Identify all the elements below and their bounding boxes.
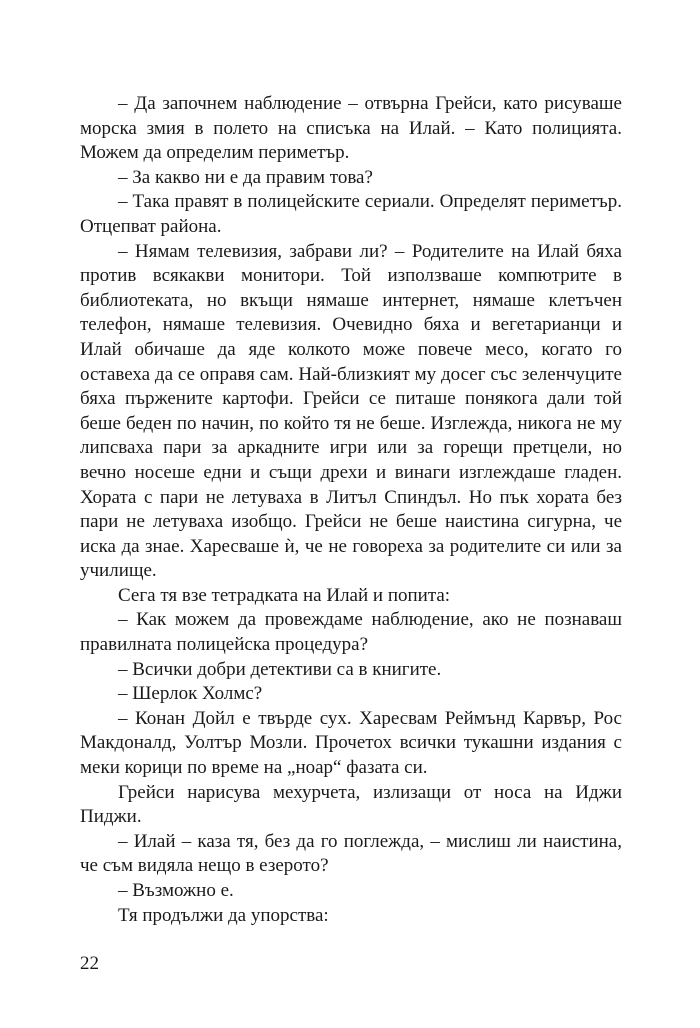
paragraph: – Да започнем наблюдение – отвърна Грейси, като рисуваше морска змия в полето на списъка на Илай. – Като полицията. Можем да определим периметър. — [80, 93, 622, 164]
paragraph: Сега тя взе тетрадката на Илай и попита: — [118, 584, 451, 606]
paragraph: – Нямам телевизия, забрави ли? – Родителите на Илай бяха против всякакви монитори. Той използваше компютрите в библиотеката, но вкъщи нямаше интернет, нямаше клетъчен телефон, нямаше телевизия. Очевидно бяха и вегетарианци и Илай обичаше да яде колкото може повече месо, когато го оставеха да се оправя сам. Най-близкият му досег със зеленчуците бяха пържените картофи. Грейси се питаше понякога дали той беше беден по начин, по който тя не беше. Изглежда, никога не му липсваха пари за аркадните игри или за горещи претцели, но вечно носеше едни и същи дрехи и винаги изглеждаше гладен. Хората с пари не летуваха в Литъл Спиндъл. Но пък хората без пари не летуваха изобщо. Грейси не беше наистина сигурна, че иска да знае. Харесваше ѝ, че не говореха за родителите си или за училище. — [80, 240, 622, 582]
page-number: 22 — [80, 953, 99, 974]
body-text — [80, 92, 622, 928]
paragraph: – Така правят в полицейските сериали. Определят периметър. Отцепват района. — [80, 191, 622, 237]
paragraph: Тя продължи да упорства: — [118, 904, 329, 926]
paragraph: – Всички добри детективи са в книгите. — [118, 658, 442, 680]
paragraph: Грейси нарисува мехурчета, излизащи от носа на Иджи Пиджи. — [80, 781, 622, 828]
paragraph: – За какво ни е да правим това? — [118, 166, 373, 188]
paragraph: – Илай – каза тя, без да го поглежда, – мислиш ли наистина, че съм видяла нещо в езерото? — [80, 830, 622, 877]
paragraph: – Как можем да провеждаме наблюдение, ако не познаваш правилната полицейска процедура? — [80, 609, 622, 656]
paragraph: – Възможно е. — [118, 880, 234, 901]
paragraph: – Конан Дойл е твърде сух. Харесвам Реймънд Карвър, Рос Макдоналд, Уолтър Мозли. Прочетох всички тукашни издания с меки корици по време на „ноар“ фазата си. — [80, 707, 622, 779]
paragraph: – Шерлок Холмс? — [118, 683, 263, 705]
